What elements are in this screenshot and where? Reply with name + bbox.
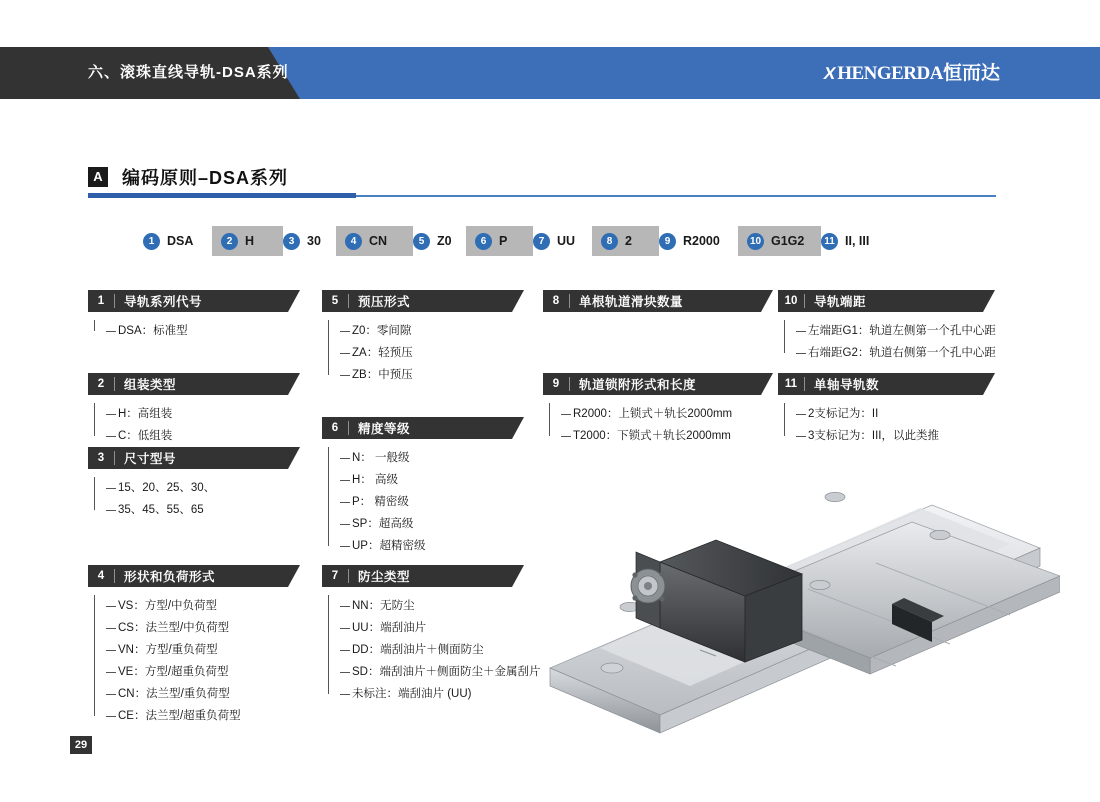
code-segment-number: 11 [821, 233, 838, 250]
spec-item: DD：端刮油片＋侧面防尘 [334, 639, 512, 661]
spec-block-items [778, 403, 983, 447]
spec-block-header [778, 290, 983, 312]
spec-block-4 [88, 565, 288, 727]
spec-item: Z0：零间隙 [334, 320, 512, 342]
spec-item: UU：端刮油片 [334, 617, 512, 639]
spec-item: 未标注：端刮油片 (UU) [334, 683, 512, 705]
spec-block-number: 6 [331, 422, 339, 434]
code-segment-text: DSA [167, 234, 194, 248]
spec-block-arrow [983, 373, 995, 395]
spec-item: C：低组装 [100, 425, 288, 447]
spec-block-arrow [761, 373, 773, 395]
spec-block-items [88, 595, 288, 727]
code-segment-5 [404, 226, 475, 256]
spec-block-title: 精度等级 [358, 422, 411, 436]
spec-block-number: 7 [331, 570, 339, 582]
spec-block-arrow [512, 290, 524, 312]
spec-block-2 [88, 373, 288, 447]
spec-tree-line [784, 320, 785, 353]
code-segment-11 [812, 226, 897, 256]
code-segment-text: UU [557, 234, 576, 248]
spec-block-number: 9 [552, 378, 560, 390]
spec-block-arrow [288, 290, 300, 312]
logo-mark-icon: X [821, 64, 838, 83]
page-number: 29 [70, 736, 92, 754]
spec-item: CN：法兰型/重负荷型 [100, 683, 288, 705]
spec-block-7 [322, 565, 541, 705]
spec-block-header [88, 373, 288, 395]
spec-tree-line [94, 595, 95, 716]
spec-block-number: 1 [97, 295, 105, 307]
code-segment-9 [650, 226, 747, 256]
code-segment-number: 8 [601, 233, 618, 250]
code-segment-number: 2 [221, 233, 238, 250]
spec-block-header [88, 290, 288, 312]
spec-block-items [322, 595, 541, 705]
code-segment-number: 5 [413, 233, 430, 250]
code-segment-number: 4 [345, 233, 362, 250]
spec-block-header [543, 290, 761, 312]
code-segment-8 [592, 226, 659, 256]
spec-block-divider [348, 294, 349, 308]
spec-block-arrow [761, 290, 773, 312]
spec-block-header [88, 565, 288, 587]
code-segment-number: 1 [143, 233, 160, 250]
code-segment-number: 3 [283, 233, 300, 250]
spec-block-arrow [512, 417, 524, 439]
spec-block-divider [569, 377, 570, 391]
spec-item: ZA：轻预压 [334, 342, 512, 364]
spec-block-divider [348, 421, 349, 435]
section-rule-primary [88, 193, 356, 198]
section-badge: A [88, 167, 108, 187]
spec-item: VS：方型/中负荷型 [100, 595, 288, 617]
spec-item: SD：端刮油片＋侧面防尘＋金属刮片 [334, 661, 512, 683]
product-illustration [540, 450, 1060, 740]
spec-block-divider [114, 451, 115, 465]
code-segment-number: 10 [747, 233, 764, 250]
spec-block-arrow [983, 290, 995, 312]
code-segment-3 [274, 226, 345, 256]
spec-block-8 [543, 290, 761, 312]
spec-tree-line [94, 320, 95, 331]
spec-block-header [322, 290, 512, 312]
spec-item: UP：超精密级 [334, 535, 512, 557]
spec-block-header [543, 373, 761, 395]
spec-block-number: 11 [784, 378, 798, 390]
spec-tree-line [328, 447, 329, 546]
code-segment-number: 9 [659, 233, 676, 250]
spec-item: 右端距G2：轨道右侧第一个孔中心距 [790, 342, 983, 364]
code-segment-4 [336, 226, 413, 256]
spec-block-arrow [288, 373, 300, 395]
spec-block-number: 5 [331, 295, 339, 307]
page-header [0, 47, 1100, 99]
spec-tree-line [328, 595, 329, 694]
spec-block-title: 导轨端距 [814, 295, 867, 309]
spec-block-items [543, 403, 761, 447]
spec-tree-line [549, 403, 550, 436]
spec-block-items [322, 447, 512, 557]
code-segment-10 [738, 226, 821, 256]
spec-tree-line [328, 320, 329, 375]
spec-item: H：高组装 [100, 403, 288, 425]
spec-block-title: 尺寸型号 [124, 452, 177, 466]
section-rule-secondary [356, 195, 996, 197]
spec-block-header [322, 417, 512, 439]
spec-block-number: 8 [552, 295, 560, 307]
spec-block-items [322, 320, 512, 386]
spec-block-11 [778, 373, 983, 447]
code-segment-text: Z0 [437, 234, 452, 248]
spec-block-9 [543, 373, 761, 447]
section-title: 编码原则–DSA系列 [122, 168, 289, 188]
code-segment-1 [134, 226, 221, 256]
code-segment-text: G1G2 [771, 234, 805, 248]
spec-block-arrow [288, 447, 300, 469]
company-logo [821, 47, 1000, 99]
spec-item: SP：超高级 [334, 513, 512, 535]
spec-block-items [88, 403, 288, 447]
spec-item: VE：方型/超重负荷型 [100, 661, 288, 683]
spec-item: H： 高级 [334, 469, 512, 491]
code-segment-6 [466, 226, 533, 256]
linear-guide-rail-image [540, 450, 1060, 740]
spec-block-arrow [512, 565, 524, 587]
spec-block-items [88, 320, 288, 342]
spec-item: 2支标记为：II [790, 403, 983, 425]
logo-text-en: HENGERDA [837, 63, 943, 84]
logo-text-cn: 恒而达 [942, 63, 1000, 84]
spec-block-1 [88, 290, 288, 342]
spec-item: CE：法兰型/超重负荷型 [100, 705, 288, 727]
spec-block-10 [778, 290, 996, 364]
spec-block-title: 预压形式 [358, 295, 411, 309]
spec-block-divider [569, 294, 570, 308]
code-segment-text: CN [369, 234, 388, 248]
spec-item: P： 精密级 [334, 491, 512, 513]
spec-item: N： 一般级 [334, 447, 512, 469]
spec-block-divider [114, 377, 115, 391]
spec-block-number: 10 [784, 295, 798, 307]
code-segment-7 [524, 226, 601, 256]
spec-block-title: 防尘类型 [358, 570, 411, 584]
code-segment-text: P [499, 234, 508, 248]
code-segment-text: R2000 [683, 234, 720, 248]
spec-block-number: 4 [97, 570, 105, 582]
spec-item: T2000：下锁式＋轨长2000mm [555, 425, 761, 447]
spec-item: 15、20、25、30、 [100, 477, 288, 499]
spec-block-header [778, 373, 983, 395]
spec-item: R2000：上锁式＋轨长2000mm [555, 403, 761, 425]
spec-block-arrow [288, 565, 300, 587]
spec-block-title: 形状和负荷形式 [124, 570, 216, 584]
spec-block-3 [88, 447, 288, 521]
spec-block-6 [322, 417, 512, 557]
spec-block-header [322, 565, 512, 587]
spec-block-title: 导轨系列代号 [124, 295, 203, 309]
code-segment-number: 6 [475, 233, 492, 250]
spec-item: NN：无防尘 [334, 595, 512, 617]
spec-block-divider [804, 377, 805, 391]
code-segment-number: 7 [533, 233, 550, 250]
code-segment-text: H [245, 234, 255, 248]
code-segment-text: 30 [307, 234, 321, 248]
spec-tree-line [784, 403, 785, 436]
code-segment-text: 2 [625, 234, 632, 248]
spec-tree-line [94, 477, 95, 510]
spec-block-divider [114, 569, 115, 583]
spec-block-number: 2 [97, 378, 105, 390]
spec-block-items [778, 320, 996, 364]
spec-block-divider [348, 569, 349, 583]
spec-item: 3支标记为：III，以此类推 [790, 425, 983, 447]
spec-item: 左端距G1：轨道左侧第一个孔中心距 [790, 320, 983, 342]
spec-item: CS：法兰型/中负荷型 [100, 617, 288, 639]
spec-block-divider [804, 294, 805, 308]
spec-block-items [88, 477, 288, 521]
spec-block-divider [114, 294, 115, 308]
spec-block-title: 单轴导轨数 [814, 378, 880, 392]
spec-item: ZB：中预压 [334, 364, 512, 386]
spec-tree-line [94, 403, 95, 436]
spec-block-title: 轨道锁附形式和长度 [579, 378, 697, 392]
spec-block-header [88, 447, 288, 469]
code-segment-text: II, III [845, 234, 870, 248]
header-title: 六、滚珠直线导轨-DSA系列 [88, 64, 289, 81]
spec-block-title: 单根轨道滑块数量 [579, 295, 684, 309]
spec-item: 35、45、55、65 [100, 499, 288, 521]
spec-block-title: 组装类型 [124, 378, 177, 392]
spec-block-5 [322, 290, 512, 386]
spec-item: VN：方型/重负荷型 [100, 639, 288, 661]
spec-block-number: 3 [97, 452, 105, 464]
code-segment-2 [212, 226, 283, 256]
spec-item: DSA：标准型 [100, 320, 288, 342]
